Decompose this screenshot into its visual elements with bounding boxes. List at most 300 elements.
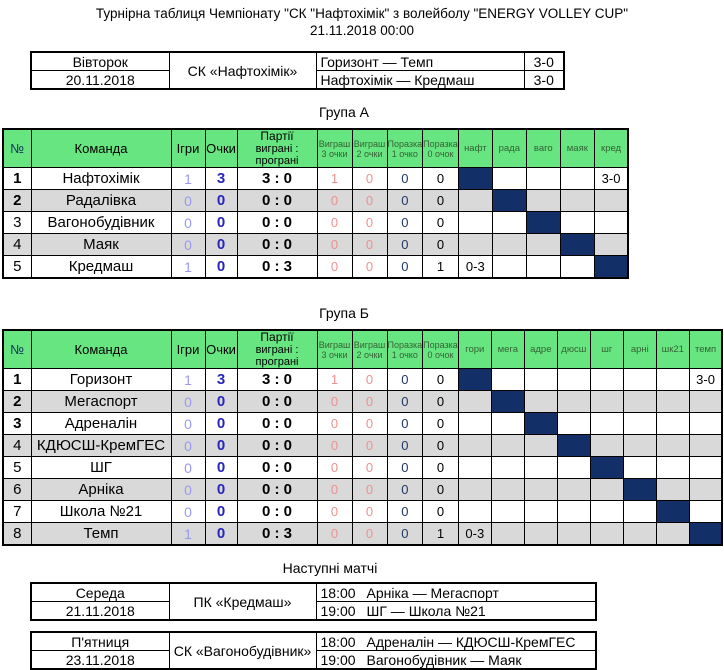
- head-to-head-cell: [491, 523, 524, 546]
- cross-column-header: маяк: [560, 129, 594, 168]
- team-name-cell: Адреналін: [31, 413, 171, 435]
- games-played-cell: 0: [171, 391, 205, 413]
- diagonal-cell: [524, 413, 557, 435]
- win-2pts-cell: 0: [352, 212, 387, 234]
- win-3pts-cell: 1: [317, 369, 352, 391]
- column-header-team: Команда: [31, 330, 171, 369]
- win-2pts-cell: 0: [352, 523, 387, 546]
- games-played-cell: 1: [171, 256, 205, 279]
- games-played-cell: 0: [171, 212, 205, 234]
- head-to-head-cell: [491, 457, 524, 479]
- loss-1pt-cell: 0: [387, 369, 423, 391]
- games-played-cell: 0: [171, 413, 205, 435]
- standings-row: [3, 369, 722, 391]
- head-to-head-cell: [623, 413, 656, 435]
- column-header-mini-2: [387, 330, 423, 369]
- head-to-head-cell: [689, 391, 722, 413]
- column-header-games: Ігри: [171, 330, 205, 369]
- head-to-head-cell: [458, 234, 492, 256]
- position-cell: 1: [3, 369, 31, 391]
- position-cell: 5: [3, 256, 31, 279]
- sets-ratio-cell: 0 : 0: [237, 479, 317, 501]
- group-a-title: Група А: [318, 104, 370, 120]
- head-to-head-cell: [458, 435, 491, 457]
- points-cell: 0: [205, 212, 237, 234]
- column-header-mini-2: [387, 129, 423, 168]
- mini-line1: Поразка: [387, 138, 423, 149]
- mini-line2: 2 очки: [356, 148, 383, 159]
- team-name-cell: Мегаспорт: [31, 391, 171, 413]
- standings-row: [3, 234, 628, 256]
- head-to-head-cell: [590, 479, 623, 501]
- head-to-head-cell: [458, 212, 492, 234]
- cross-column-header: адре: [524, 330, 557, 369]
- points-cell: 0: [205, 256, 237, 279]
- group-b-title: Група Б: [319, 305, 369, 321]
- loss-1pt-cell: 0: [387, 457, 423, 479]
- upcoming-table-1: [30, 582, 597, 621]
- diagonal-cell: [590, 457, 623, 479]
- match-time: 19:00: [320, 651, 356, 668]
- loss-0pts-cell: 0: [423, 501, 459, 523]
- mini-line2: 2 очки: [356, 349, 383, 360]
- team-name-cell: Вагонобудівник: [31, 212, 171, 234]
- venue-cell: ПК «Кредмаш»: [169, 583, 316, 620]
- mini-line1: Виграш: [318, 339, 351, 350]
- mini-line1: Виграш: [353, 138, 386, 149]
- head-to-head-cell: [557, 523, 590, 546]
- score-cell: 3-0: [524, 71, 564, 90]
- group-b-standings: [0, 329, 724, 546]
- table-row: [31, 583, 596, 602]
- sets-ratio-cell: 0 : 0: [237, 457, 317, 479]
- sets-ratio-cell: 0 : 0: [237, 212, 317, 234]
- column-header-sets: [237, 330, 317, 369]
- win-3pts-cell: 0: [317, 501, 352, 523]
- diagonal-cell: [594, 256, 628, 279]
- column-header-mini-0: [317, 330, 352, 369]
- win-3pts-cell: 0: [317, 234, 352, 256]
- loss-1pt-cell: 0: [387, 391, 423, 413]
- head-to-head-cell: [557, 369, 590, 391]
- standings-table: [2, 128, 629, 279]
- mini-line2: 3 очки: [321, 349, 348, 360]
- head-to-head-cell: [689, 435, 722, 457]
- cross-column-header: мега: [491, 330, 524, 369]
- win-3pts-cell: 0: [317, 413, 352, 435]
- sets-header-line2: виграні : програні: [255, 344, 299, 368]
- position-cell: 7: [3, 501, 31, 523]
- upcoming-section-2: [0, 631, 724, 670]
- standings-row: [3, 212, 628, 234]
- head-to-head-cell: [689, 457, 722, 479]
- win-3pts-cell: 0: [317, 435, 352, 457]
- head-to-head-cell: [623, 369, 656, 391]
- mini-line2: 1 очко: [391, 148, 418, 159]
- diagonal-cell: [458, 369, 491, 391]
- weekday-cell: Вівторок: [31, 52, 169, 71]
- upcoming-section-1: [0, 582, 724, 621]
- head-to-head-cell: [491, 435, 524, 457]
- column-header-mini-1: [352, 330, 387, 369]
- games-played-cell: 1: [171, 523, 205, 546]
- loss-0pts-cell: 0: [423, 369, 459, 391]
- win-3pts-cell: 0: [317, 457, 352, 479]
- column-header-mini-0: [317, 129, 352, 168]
- sets-header-line1: Партії: [260, 129, 294, 143]
- head-to-head-cell: [590, 501, 623, 523]
- win-2pts-cell: 0: [352, 435, 387, 457]
- position-cell: 2: [3, 391, 31, 413]
- head-to-head-cell: [590, 369, 623, 391]
- head-to-head-cell: [492, 168, 526, 190]
- head-to-head-cell: [656, 413, 689, 435]
- team-name-cell: ШГ: [31, 457, 171, 479]
- date-cell: 20.11.2018: [31, 71, 169, 90]
- head-to-head-cell: [458, 501, 491, 523]
- head-to-head-cell: [492, 234, 526, 256]
- table-row: [31, 52, 564, 71]
- loss-1pt-cell: 0: [387, 501, 423, 523]
- head-to-head-cell: [491, 479, 524, 501]
- mini-line2: 0 очок: [427, 148, 454, 159]
- team-name-cell: Маяк: [31, 234, 171, 256]
- head-to-head-cell: [491, 501, 524, 523]
- win-2pts-cell: 0: [352, 479, 387, 501]
- match-teams: ШГ — Школа №21: [366, 602, 486, 619]
- win-2pts-cell: 0: [352, 256, 387, 279]
- games-played-cell: 1: [171, 168, 205, 190]
- head-to-head-cell: [560, 212, 594, 234]
- standings-row: [3, 168, 628, 190]
- team-name-cell: Радалівка: [31, 190, 171, 212]
- upcoming-table-2: [30, 631, 597, 670]
- column-header-points: Очки: [205, 330, 237, 369]
- mini-line1: Поразка: [423, 138, 458, 149]
- points-cell: 0: [205, 190, 237, 212]
- head-to-head-cell: [557, 413, 590, 435]
- cross-column-header: дюсш: [557, 330, 590, 369]
- match-cell: [316, 651, 596, 670]
- win-2pts-cell: 0: [352, 369, 387, 391]
- mini-line1: Поразка: [387, 339, 423, 350]
- points-cell: 0: [205, 413, 237, 435]
- diagonal-cell: [526, 212, 560, 234]
- head-to-head-cell: [560, 256, 594, 279]
- head-to-head-cell: [656, 391, 689, 413]
- head-to-head-cell: [656, 523, 689, 546]
- head-to-head-cell: [492, 256, 526, 279]
- cross-column-header: нафт: [458, 129, 492, 168]
- team-name-cell: Школа №21: [31, 501, 171, 523]
- position-cell: 5: [3, 457, 31, 479]
- head-to-head-cell: [458, 457, 491, 479]
- head-to-head-cell: [656, 457, 689, 479]
- header-row: [3, 330, 722, 369]
- loss-0pts-cell: 0: [423, 190, 459, 212]
- column-header-points: Очки: [205, 129, 237, 168]
- position-cell: 3: [3, 212, 31, 234]
- win-3pts-cell: 0: [317, 190, 352, 212]
- position-cell: 6: [3, 479, 31, 501]
- mini-line2: 0 очок: [427, 349, 454, 360]
- position-cell: 1: [3, 168, 31, 190]
- head-to-head-cell: 0-3: [458, 256, 492, 279]
- loss-1pt-cell: 0: [387, 435, 423, 457]
- head-to-head-cell: [623, 523, 656, 546]
- win-2pts-cell: 0: [352, 501, 387, 523]
- loss-0pts-cell: 0: [423, 457, 459, 479]
- match-time: 18:00: [320, 584, 356, 601]
- win-2pts-cell: 0: [352, 413, 387, 435]
- team-name-cell: Темп: [31, 523, 171, 546]
- sets-ratio-cell: 0 : 0: [237, 501, 317, 523]
- standings-row: [3, 435, 722, 457]
- sets-header-line1: Партії: [260, 330, 294, 344]
- loss-1pt-cell: 0: [387, 256, 423, 279]
- standings-table: [2, 329, 723, 546]
- loss-0pts-cell: 0: [423, 168, 459, 190]
- diagonal-cell: [557, 435, 590, 457]
- head-to-head-cell: [492, 212, 526, 234]
- cross-column-header: ваго: [526, 129, 560, 168]
- column-header-team: Команда: [31, 129, 171, 168]
- sets-ratio-cell: 3 : 0: [237, 369, 317, 391]
- diagonal-cell: [458, 168, 492, 190]
- column-header-mini-1: [352, 129, 387, 168]
- head-to-head-cell: 3-0: [594, 168, 628, 190]
- mini-line2: 1 очко: [391, 349, 418, 360]
- match-time: 18:00: [320, 633, 356, 650]
- loss-1pt-cell: 0: [387, 190, 423, 212]
- head-to-head-cell: [656, 369, 689, 391]
- cross-column-header: шг: [590, 330, 623, 369]
- standings-row: [3, 479, 722, 501]
- sets-ratio-cell: 3 : 0: [237, 168, 317, 190]
- column-header-number: №: [3, 330, 31, 369]
- loss-0pts-cell: 0: [423, 479, 459, 501]
- points-cell: 0: [205, 435, 237, 457]
- last-results-section: [0, 51, 724, 90]
- head-to-head-cell: [557, 457, 590, 479]
- games-played-cell: 0: [171, 190, 205, 212]
- head-to-head-cell: [560, 190, 594, 212]
- head-to-head-cell: [590, 391, 623, 413]
- loss-1pt-cell: 0: [387, 212, 423, 234]
- games-played-cell: 0: [171, 435, 205, 457]
- position-cell: 3: [3, 413, 31, 435]
- head-to-head-cell: [590, 523, 623, 546]
- standings-row: [3, 256, 628, 279]
- diagonal-cell: [491, 391, 524, 413]
- sets-ratio-cell: 0 : 0: [237, 413, 317, 435]
- points-cell: 0: [205, 391, 237, 413]
- team-name-cell: Горизонт: [31, 369, 171, 391]
- sets-ratio-cell: 0 : 0: [237, 391, 317, 413]
- head-to-head-cell: [623, 435, 656, 457]
- loss-0pts-cell: 0: [423, 435, 459, 457]
- standings-row: [3, 523, 722, 546]
- date-cell: 23.11.2018: [31, 651, 169, 670]
- team-name-cell: Арніка: [31, 479, 171, 501]
- head-to-head-cell: [594, 212, 628, 234]
- last-results-table: [30, 51, 565, 90]
- head-to-head-cell: [623, 391, 656, 413]
- venue-cell: СК «Вагонобудівник»: [169, 632, 316, 669]
- standings-row: [3, 413, 722, 435]
- games-played-cell: 1: [171, 369, 205, 391]
- sets-ratio-cell: 0 : 0: [237, 435, 317, 457]
- cross-column-header: рада: [492, 129, 526, 168]
- points-cell: 0: [205, 479, 237, 501]
- page-subtitle: 21.11.2018 00:00: [309, 23, 415, 38]
- head-to-head-cell: [524, 479, 557, 501]
- win-3pts-cell: 1: [317, 168, 352, 190]
- points-cell: 3: [205, 168, 237, 190]
- match-cell: Горизонт — Темп: [316, 52, 524, 71]
- head-to-head-cell: [526, 256, 560, 279]
- loss-0pts-cell: 0: [423, 413, 459, 435]
- head-to-head-cell: [524, 369, 557, 391]
- head-to-head-cell: [524, 457, 557, 479]
- position-cell: 4: [3, 435, 31, 457]
- column-header-number: №: [3, 129, 31, 168]
- weekday-cell: П'ятниця: [31, 632, 169, 651]
- weekday-cell: Середа: [31, 583, 169, 602]
- standings-row: [3, 501, 722, 523]
- match-cell: Нафтохімік — Кредмаш: [316, 71, 524, 90]
- points-cell: 0: [205, 501, 237, 523]
- loss-1pt-cell: 0: [387, 234, 423, 256]
- loss-1pt-cell: 0: [387, 168, 423, 190]
- head-to-head-cell: [689, 479, 722, 501]
- loss-0pts-cell: 0: [423, 212, 459, 234]
- match-teams: Адреналін — КДЮСШ-КремГЕС: [366, 633, 576, 650]
- loss-1pt-cell: 0: [387, 413, 423, 435]
- position-cell: 2: [3, 190, 31, 212]
- head-to-head-cell: [491, 413, 524, 435]
- match-teams: Вагонобудівник — Маяк: [366, 651, 522, 668]
- head-to-head-cell: [557, 391, 590, 413]
- match-teams: Арніка — Мегаспорт: [366, 584, 499, 601]
- date-cell: 21.11.2018: [31, 602, 169, 621]
- column-header-mini-3: [423, 330, 459, 369]
- games-played-cell: 0: [171, 501, 205, 523]
- head-to-head-cell: [594, 190, 628, 212]
- games-played-cell: 0: [171, 234, 205, 256]
- diagonal-cell: [560, 234, 594, 256]
- win-2pts-cell: 0: [352, 391, 387, 413]
- head-to-head-cell: [458, 190, 492, 212]
- column-header-sets: [237, 129, 317, 168]
- match-cell: [316, 583, 596, 602]
- standings-row: [3, 391, 722, 413]
- loss-0pts-cell: 1: [423, 523, 459, 546]
- head-to-head-cell: [524, 391, 557, 413]
- cross-column-header: темп: [689, 330, 722, 369]
- win-2pts-cell: 0: [352, 234, 387, 256]
- venue-cell: СК «Нафтохімік»: [169, 52, 316, 89]
- head-to-head-cell: [491, 369, 524, 391]
- mini-line1: Виграш: [318, 138, 351, 149]
- head-to-head-cell: [458, 391, 491, 413]
- head-to-head-cell: 0-3: [458, 523, 491, 546]
- loss-1pt-cell: 0: [387, 479, 423, 501]
- head-to-head-cell: [623, 501, 656, 523]
- sets-ratio-cell: 0 : 3: [237, 523, 317, 546]
- cross-column-header: шк21: [656, 330, 689, 369]
- sets-ratio-cell: 0 : 0: [237, 190, 317, 212]
- team-name-cell: Нафтохімік: [31, 168, 171, 190]
- match-time: 19:00: [320, 602, 356, 619]
- group-a-standings: [0, 128, 724, 279]
- win-2pts-cell: 0: [352, 168, 387, 190]
- cross-column-header: гори: [458, 330, 491, 369]
- head-to-head-cell: [623, 457, 656, 479]
- points-cell: 0: [205, 457, 237, 479]
- position-cell: 4: [3, 234, 31, 256]
- win-2pts-cell: 0: [352, 457, 387, 479]
- column-header-games: Ігри: [171, 129, 205, 168]
- match-cell: [316, 602, 596, 621]
- head-to-head-cell: [560, 168, 594, 190]
- games-played-cell: 0: [171, 479, 205, 501]
- standings-row: [3, 457, 722, 479]
- table-row: [31, 632, 596, 651]
- column-header-mini-3: [423, 129, 459, 168]
- games-played-cell: 0: [171, 457, 205, 479]
- page-title: Турнірна таблиця Чемпіонату "СК "Нафтохімік" з волейболу "ENERGY VOLLEY CUP": [95, 6, 629, 21]
- head-to-head-cell: [526, 190, 560, 212]
- win-2pts-cell: 0: [352, 190, 387, 212]
- sets-ratio-cell: 0 : 0: [237, 234, 317, 256]
- head-to-head-cell: [689, 413, 722, 435]
- head-to-head-cell: [590, 413, 623, 435]
- head-to-head-cell: [458, 479, 491, 501]
- head-to-head-cell: [656, 435, 689, 457]
- loss-1pt-cell: 0: [387, 523, 423, 546]
- head-to-head-cell: [458, 413, 491, 435]
- win-3pts-cell: 0: [317, 212, 352, 234]
- score-cell: 3-0: [524, 52, 564, 71]
- diagonal-cell: [689, 523, 722, 546]
- win-3pts-cell: 0: [317, 391, 352, 413]
- points-cell: 0: [205, 523, 237, 546]
- head-to-head-cell: [524, 501, 557, 523]
- head-to-head-cell: [656, 479, 689, 501]
- sets-header-line2: виграні : програні: [255, 143, 299, 167]
- cross-column-header: арні: [623, 330, 656, 369]
- win-3pts-cell: 0: [317, 523, 352, 546]
- head-to-head-cell: [526, 234, 560, 256]
- team-name-cell: Кредмаш: [31, 256, 171, 279]
- head-to-head-cell: 3-0: [689, 369, 722, 391]
- loss-0pts-cell: 0: [423, 391, 459, 413]
- head-to-head-cell: [594, 234, 628, 256]
- upcoming-matches-title: Наступні матчі: [282, 560, 378, 576]
- mini-line2: 3 очки: [321, 148, 348, 159]
- head-to-head-cell: [526, 168, 560, 190]
- match-cell: [316, 632, 596, 651]
- sets-ratio-cell: 0 : 3: [237, 256, 317, 279]
- loss-0pts-cell: 1: [423, 256, 459, 279]
- diagonal-cell: [623, 479, 656, 501]
- team-name-cell: КДЮСШ-КремГЕС: [31, 435, 171, 457]
- standings-row: [3, 190, 628, 212]
- mini-line1: Виграш: [353, 339, 386, 350]
- head-to-head-cell: [524, 435, 557, 457]
- loss-0pts-cell: 0: [423, 234, 459, 256]
